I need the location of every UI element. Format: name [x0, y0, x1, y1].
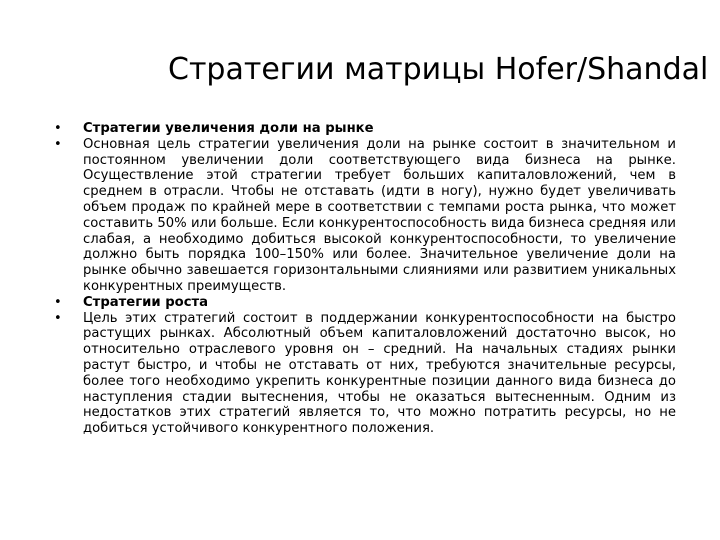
bullet-heading-text: Стратегии увеличения доли на рынке — [83, 121, 374, 136]
bullet-dot-icon: • — [54, 121, 62, 136]
bullet-item-growth-heading — [50, 295, 676, 311]
bullet-dot-icon: • — [54, 136, 62, 152]
bullet-item-market-share-body — [50, 137, 676, 295]
bullet-item-market-share-heading — [50, 121, 676, 137]
bullet-item-growth-body — [50, 311, 676, 437]
bullet-body-text: Основная цель стратегии увеличения доли на рынке состоит в значительном и постоянном увеличении доли соответствующего вида бизнеса на рынке. Осуществление этой стратегии требует больших капиталовложений, чем в среднем в отрасли. Чтобы не отставать (идти в ногу), нужно будет увеличивать объем продаж по крайней мере в соответствии с темпами роста рынка, что может составить 50% или больше. Если конкурентоспособность вида бизнеса средняя или слабая, а необходимо добиться высокой конкурентоспособности, то увеличение должно быть порядка 100–150% или более. Значительное увеличение доли на рынке обычно завешается горизонтальными слияниями или развитием уникальных конкурентных преимуществ. — [83, 136, 676, 294]
bullet-body-text: Цель этих стратегий состоит в поддержании конкурентоспособности на быстро растущих рынках. Абсолютный объем капиталовложений достаточно высок, но относительно отраслевого уровня он – средний. На начальных стадиях рынки растут быстро, и чтобы не отставать от них, требуются значительные ресурсы, более того необходимо укрепить конкурентные позиции данного вида бизнеса до наступления стадии вытеснения, чтобы не оказаться вытесненным. Одним из недостатков этих стратегий является то, что можно потратить ресурсы, но не добиться устойчивого конкурентного положения. — [83, 310, 676, 437]
bullet-dot-icon: • — [54, 310, 62, 326]
bullet-dot-icon: • — [54, 294, 62, 310]
slide-title: Стратегии матрицы Hofer/Shandal — [168, 52, 709, 87]
bullet-heading-text: Стратегии роста — [83, 294, 209, 310]
bullet-list — [50, 121, 676, 437]
